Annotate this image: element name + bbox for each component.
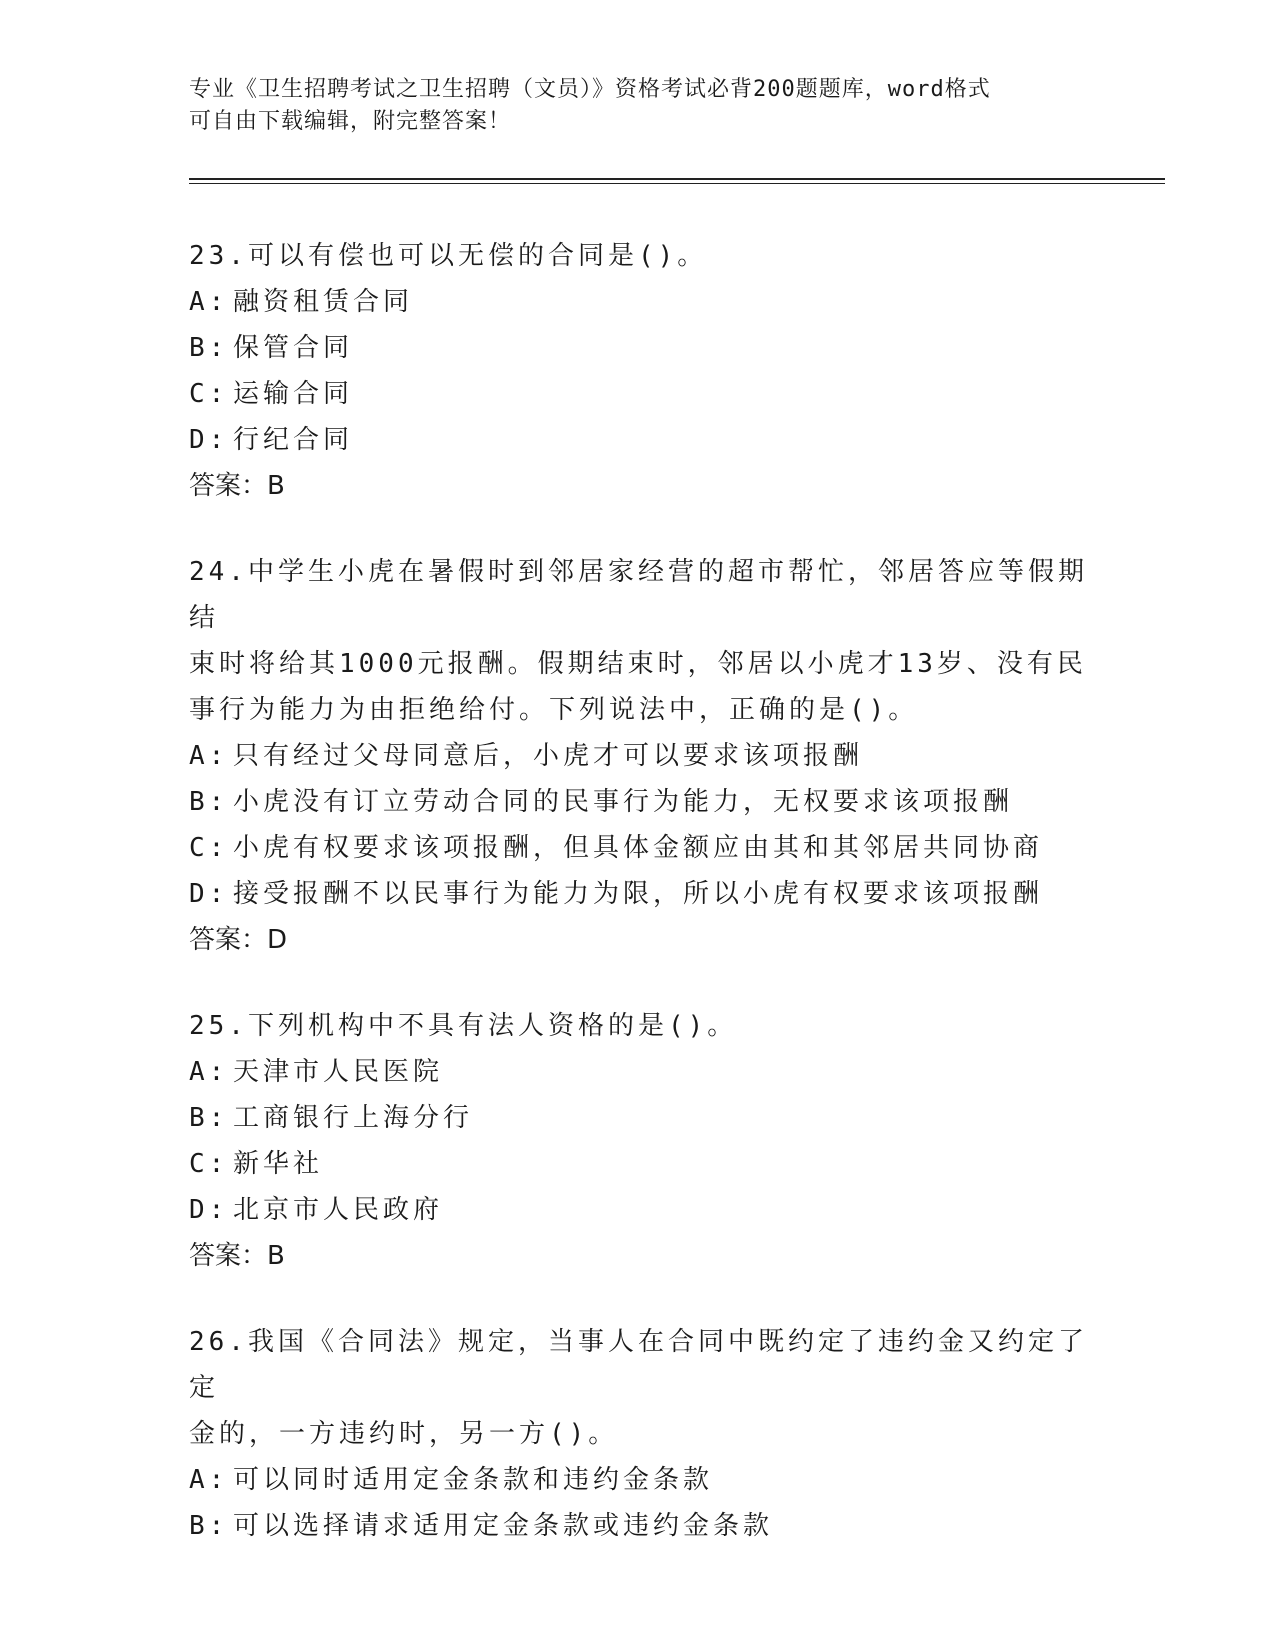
option-letter: C:	[189, 833, 229, 863]
option-a	[189, 733, 1089, 779]
answer-text: 答案：D	[189, 925, 288, 955]
option-letter: B:	[189, 333, 229, 363]
option-text: 接受报酬不以民事行为能力为限，所以小虎有权要求该项报酬	[233, 879, 1044, 909]
option-letter: C:	[189, 1149, 229, 1179]
option-a	[189, 279, 1089, 325]
option-c	[189, 371, 1089, 417]
option-letter: A:	[189, 1057, 229, 1087]
header-divider-thick	[189, 178, 1165, 180]
question-26	[189, 1319, 1089, 1549]
question-23	[189, 233, 1089, 509]
option-b	[189, 325, 1089, 371]
option-text: 可以选择请求适用定金条款或违约金条款	[233, 1511, 774, 1541]
question-24	[189, 549, 1089, 963]
answer-text: 答案：B	[189, 1241, 285, 1271]
option-text: 可以同时适用定金条款和违约金条款	[233, 1465, 714, 1495]
option-letter: C:	[189, 379, 229, 409]
option-text: 小虎没有订立劳动合同的民事行为能力，无权要求该项报酬	[233, 787, 1014, 817]
question-text-line-1: 26.我国《合同法》规定，当事人在合同中既约定了违约金又约定了定	[189, 1327, 1088, 1403]
answer-text: 答案：B	[189, 471, 285, 501]
option-text: 只有经过父母同意后，小虎才可以要求该项报酬	[233, 741, 864, 771]
question-text-line-1: 24.中学生小虎在暑假时到邻居家经营的超市帮忙，邻居答应等假期结	[189, 557, 1088, 633]
option-text: 保管合同	[233, 333, 354, 363]
option-d	[189, 417, 1089, 463]
header-line-1: 专业《卫生招聘考试之卫生招聘（文员）》资格考试必背200题题库，word格式	[189, 77, 991, 102]
document-header	[189, 74, 1079, 138]
question-text: 25.下列机构中不具有法人资格的是()。	[189, 1011, 738, 1041]
option-text: 小虎有权要求该项报酬，但具体金额应由其和其邻居共同协商	[233, 833, 1044, 863]
option-text: 运输合同	[233, 379, 354, 409]
question-text-line-3: 事行为能力为由拒绝给付。下列说法中，正确的是()。	[189, 695, 919, 725]
option-a	[189, 1049, 1089, 1095]
option-letter: A:	[189, 741, 229, 771]
option-text: 北京市人民政府	[233, 1195, 444, 1225]
question-text-line-2: 金的，一方违约时，另一方()。	[189, 1419, 619, 1449]
question-25	[189, 1003, 1089, 1279]
question-text: 23.可以有偿也可以无偿的合同是()。	[189, 241, 708, 271]
option-b	[189, 779, 1089, 825]
question-text-line-2: 束时将给其1000元报酬。假期结束时，邻居以小虎才13岁、没有民	[189, 649, 1087, 679]
option-text: 新华社	[233, 1149, 324, 1179]
option-letter: B:	[189, 1511, 229, 1541]
option-b	[189, 1095, 1089, 1141]
option-letter: B:	[189, 787, 229, 817]
option-text: 天津市人民医院	[233, 1057, 444, 1087]
option-text: 工商银行上海分行	[233, 1103, 474, 1133]
option-letter: D:	[189, 1195, 229, 1225]
option-letter: D:	[189, 879, 229, 909]
option-b	[189, 1503, 1089, 1549]
option-letter: A:	[189, 1465, 229, 1495]
option-letter: B:	[189, 1103, 229, 1133]
option-text: 融资租赁合同	[233, 287, 414, 317]
option-a	[189, 1457, 1089, 1503]
option-d	[189, 1187, 1089, 1233]
question-list	[189, 233, 1089, 1589]
option-c	[189, 1141, 1089, 1187]
option-c	[189, 825, 1089, 871]
option-letter: D:	[189, 425, 229, 455]
header-divider-thin	[189, 183, 1165, 184]
header-line-2: 可自由下载编辑，附完整答案！	[189, 109, 512, 134]
option-d	[189, 871, 1089, 917]
option-letter: A:	[189, 287, 229, 317]
option-text: 行纪合同	[233, 425, 354, 455]
